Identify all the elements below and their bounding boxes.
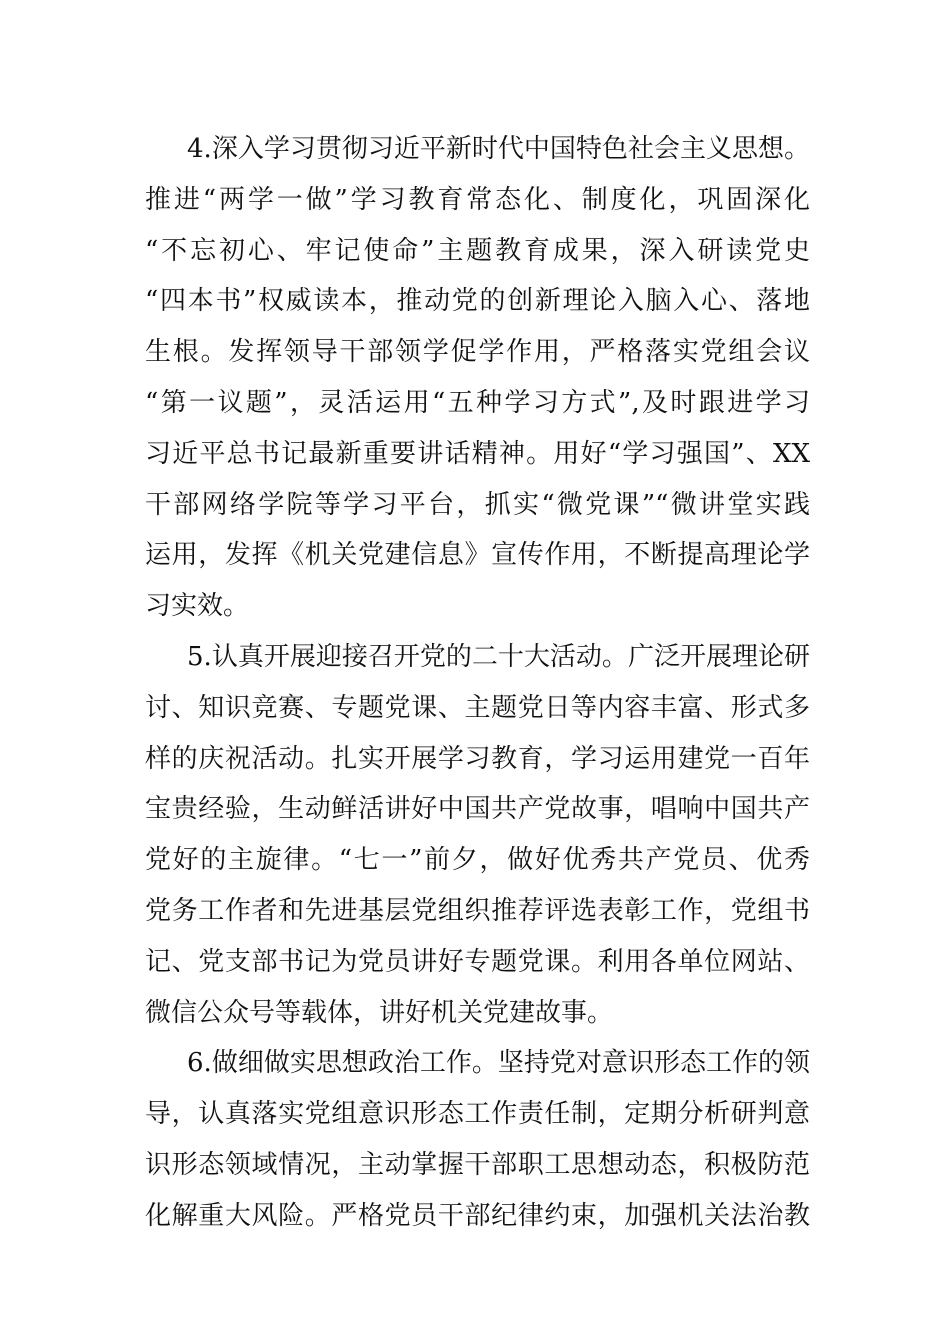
paragraph-line: 习实效。 (145, 591, 250, 622)
paragraph-line: 推进“两学一做”学习教育常态化、制度化，巩固深化 (145, 184, 810, 215)
document-body (145, 124, 810, 1242)
paragraph-line: “四本书”权威读本，推动党的创新理论入脑入心、落地 (145, 286, 810, 317)
paragraph-line: 4.深入学习贯彻习近平新时代中国特色社会主义思想。 (187, 134, 810, 164)
paragraph-line: 记、党支部书记为党员讲好专题党课。利用各单位网站、 (145, 946, 810, 977)
paragraph-line: 习近平总书记最新重要讲话精神。用好“学习强国”、XX (145, 438, 810, 469)
paragraph-item-4 (145, 124, 810, 632)
paragraph-item-5 (145, 632, 810, 1038)
paragraph-line: 化解重大风险。严格党员干部纪律约束，加强机关法治教 (145, 1200, 810, 1231)
paragraph-line: 宝贵经验，生动鲜活讲好中国共产党故事，唱响中国共产 (145, 794, 810, 825)
paragraph-line: 党务工作者和先进基层党组织推荐评选表彰工作，党组书 (145, 895, 810, 926)
paragraph-line: 导，认真落实党组意识形态工作责任制，定期分析研判意 (145, 1099, 810, 1130)
paragraph-line: 微信公众号等载体，讲好机关党建故事。 (145, 997, 614, 1028)
paragraph-line: “不忘初心、牢记使命”主题教育成果，深入研读党史 (145, 235, 810, 266)
paragraph-line: 5.认真开展迎接召开党的二十大活动。广泛开展理论研 (187, 641, 810, 672)
paragraph-line: 识形态领域情况，主动掌握干部职工思想动态，积极防范 (145, 1149, 810, 1180)
paragraph-line: “第一议题”，灵活运用“五种学习方式”,及时跟进学习 (145, 387, 810, 418)
paragraph-line: 生根。发挥领导干部领学促学作用，严格落实党组会议 (145, 337, 810, 368)
paragraph-line: 干部网络学院等学习平台，抓实“微党课”“微讲堂实践 (145, 489, 810, 520)
paragraph-line: 运用，发挥《机关党建信息》宣传作用，不断提高理论学 (145, 540, 810, 571)
paragraph-line: 6.做细做实思想政治工作。坚持党对意识形态工作的领 (187, 1048, 810, 1079)
paragraph-line: 党好的主旋律。“七一”前夕，做好优秀共产党员、优秀 (145, 845, 810, 876)
paragraph-item-6 (145, 1038, 810, 1241)
paragraph-line: 讨、知识竞赛、专题党课、主题党日等内容丰富、形式多 (145, 692, 810, 723)
paragraph-line: 样的庆祝活动。扎实开展学习教育，学习运用建党一百年 (145, 743, 810, 774)
